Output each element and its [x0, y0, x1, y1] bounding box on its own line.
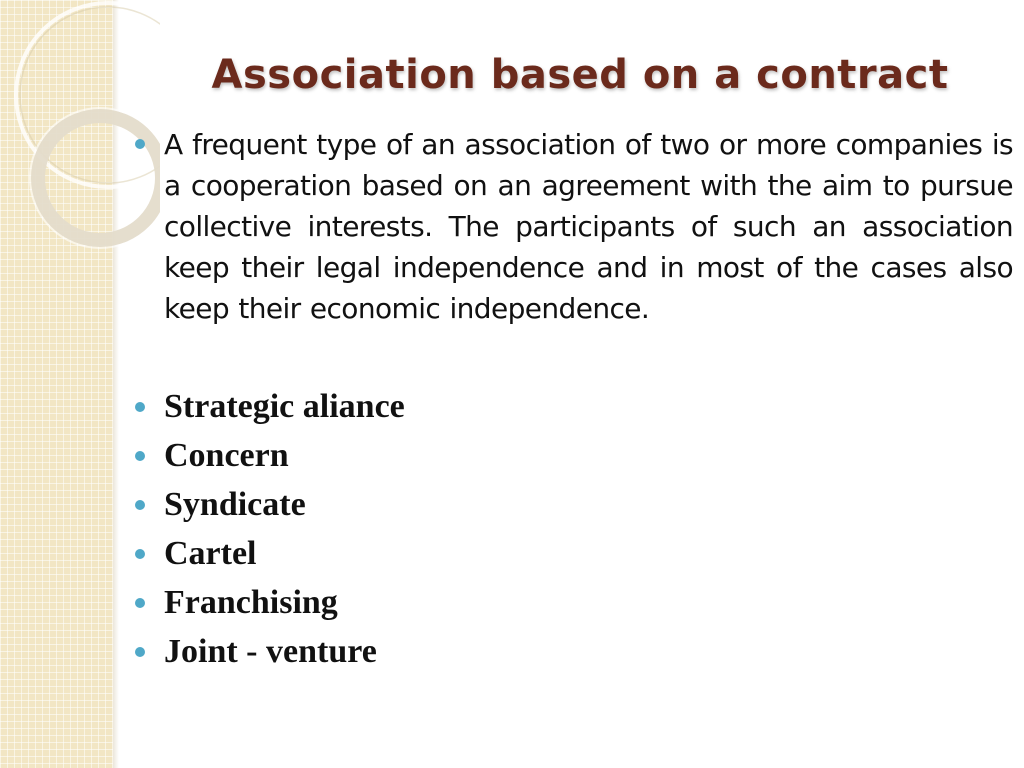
bullet-dot-icon	[135, 451, 145, 461]
list-item	[135, 431, 1013, 480]
bullet-dot-icon	[135, 647, 145, 657]
list-item	[135, 480, 1013, 529]
list-item-label: Joint - venture	[164, 632, 377, 670]
list-item-label: Franchising	[164, 583, 338, 621]
slide-content	[135, 124, 1013, 676]
list-item	[135, 382, 1013, 431]
slide-title: Association based on a contract	[211, 52, 949, 98]
list-item-label: Syndicate	[164, 485, 306, 523]
list-item	[135, 529, 1013, 578]
bullet-dot-icon	[135, 598, 145, 608]
bullet-dot-icon	[135, 402, 145, 412]
list-item	[135, 627, 1013, 676]
bullet-dot-icon	[135, 500, 145, 510]
list-item	[135, 578, 1013, 627]
bullet-dot-icon	[135, 139, 145, 149]
list-item-label: Cartel	[164, 534, 257, 572]
body-paragraph: A frequent type of an association of two or more companies is a cooperation based on an agreement with the aim to pursue collective interests. The participants of such an association keep their legal independence and in most of the cases also keep their economic independence.	[164, 128, 1013, 325]
bullet-dot-icon	[135, 549, 145, 559]
paragraph-bullet	[135, 124, 1013, 329]
list-item-label: Strategic aliance	[164, 387, 405, 425]
list-item-label: Concern	[164, 436, 289, 474]
association-type-list	[135, 382, 1013, 676]
